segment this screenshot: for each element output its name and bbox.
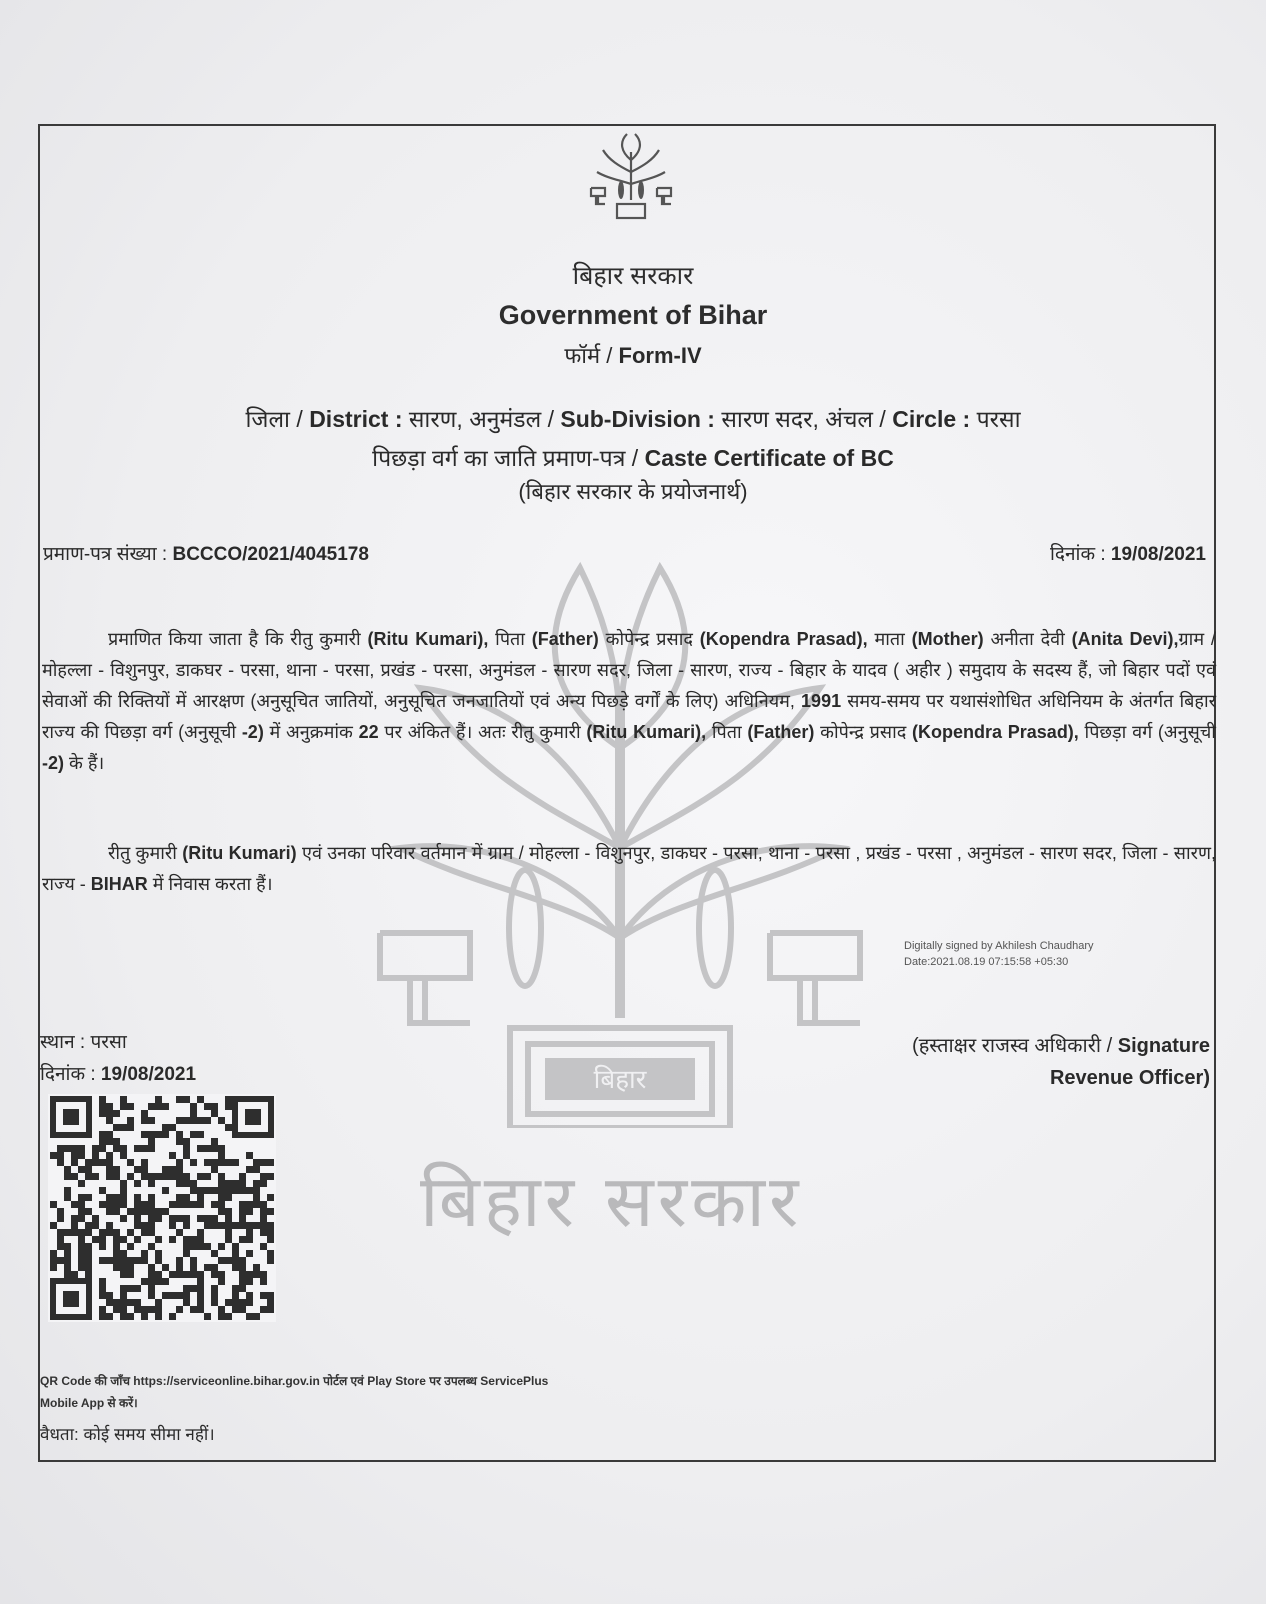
signature-block [912, 1030, 1210, 1094]
issue-date-label: दिनांक : [40, 1064, 96, 1085]
certificate-title-hindi: पिछड़ा वर्ग का जाति प्रमाण-पत्र [372, 445, 626, 471]
form-label-english: Form-IV [618, 343, 702, 368]
cert-no-value: BCCCO/2021/4045178 [172, 544, 369, 565]
signature-english: Signature [1117, 1035, 1210, 1057]
certificate-purpose: (बिहार सरकार के प्रयोजनार्थ) [518, 479, 748, 504]
circle-label: Circle : [892, 406, 971, 432]
issue-date-value: 19/08/2021 [100, 1064, 197, 1085]
header-gov-english: Government of Bihar [498, 300, 768, 330]
district-label: District : [309, 406, 403, 432]
qr-verification-note [40, 1370, 548, 1414]
form-label-hindi: फॉर्म [564, 343, 601, 368]
certificate-number [43, 540, 369, 566]
signature-hindi: (हस्ताक्षर राजस्व अधिकारी / [912, 1035, 1113, 1057]
qr-code[interactable] [48, 1094, 276, 1322]
qr-note-line2: Mobile App से करें। [40, 1396, 138, 1410]
cert-date-label: दिनांक : [1049, 544, 1106, 565]
watermark-text: बिहार सरकार [420, 1159, 803, 1243]
district-label-hindi: जिला [245, 406, 291, 432]
place-value: परसा [90, 1032, 127, 1053]
qr-note-line1: QR Code की जाँच https://serviceonline.bihar.gov.in पोर्टल एवं Play Store पर उपलब्ध ServicePlus [40, 1374, 549, 1388]
digital-signature-stamp [904, 938, 1094, 970]
certificate-title: पिछड़ा वर्ग का जाति प्रमाण-पत्र / Caste Certificate of BC [372, 445, 894, 471]
header-gov-hindi: बिहार सरकार [572, 262, 694, 290]
cert-date-value: 19/08/2021 [1110, 544, 1206, 565]
location-line: जिला / District : सारण, अनुमंडल / Sub-Division : सारण सदर, अंचल / Circle : परसा [245, 406, 1021, 432]
issue-date [40, 1060, 196, 1086]
place-label: स्थान : [40, 1032, 86, 1053]
certificate-paragraph-2: रीतु कुमारी (Ritu Kumari) एवं उनका परिवार वर्तमान में ग्राम / मोहल्ला - विशुनपुर, डाकघर - परसा, थाना - परसा , प्रखंड - परसा , अनुमंडल - सारण सदर, जिला - सारण, राज्य - BIHAR में निवास करता हैं। [42, 843, 1217, 894]
cert-no-label: प्रमाण-पत्र संख्या : [43, 544, 168, 565]
certificate-title-english: Caste Certificate of BC [644, 445, 894, 471]
header-form: फॉर्म / Form-IV [564, 343, 702, 368]
district-value: सारण, अनुमंडल [408, 406, 542, 432]
revenue-officer: Revenue Officer) [1049, 1067, 1210, 1089]
emblem-label: बिहार [593, 1065, 647, 1095]
digital-signature-line2: Date:2021.08.19 07:15:58 +05:30 [904, 956, 1069, 968]
place-of-issue [40, 1028, 127, 1054]
circle-value: परसा [976, 406, 1021, 432]
subdivision-value: सारण सदर, अंचल [721, 406, 874, 432]
certificate-paragraph-1: प्रमाणित किया जाता है कि रीतु कुमारी (Ritu Kumari), पिता (Father) कोपेन्द्र प्रसाद (Kopendra Prasad), माता (Mother) अनीता देवी (Anita Devi),ग्राम / मोहल्ला - विशुनपुर, डाकघर - परसा, थाना - परसा, प्रखंड - परसा, अनुमंडल - सारण सदर, जिला - सारण, राज्य - बिहार के यादव ( अहीर ) समुदाय के सदस्य हैं, जो बिहार पदों एवं सेवाओं की रिक्तियों में आरक्षण (अनुसूचित जातियों, अनुसूचित जनजातियों एवं अन्य पिछड़े वर्गों के लिए) अधिनियम, 1991 समय-समय पर यथासंशोधित अधिनियम के अंतर्गत बिहार राज्य की पिछड़ा वर्ग (अनुसूची -2) में अनुक्रमांक 22 पर अंकित हैं। अतः रीतु कुमारी (Ritu Kumari), पिता (Father) कोपेन्द्र प्रसाद (Kopendra Prasad), पिछड़ा वर्ग (अनुसूची -2) के हैं। [42, 629, 1216, 773]
certificate-date [1050, 540, 1206, 566]
bihar-emblem-icon [583, 130, 679, 226]
subdivision-label: Sub-Division : [560, 406, 715, 432]
digital-signature-line1: Digitally signed by Akhilesh Chaudhary [904, 940, 1094, 952]
validity-note: वैधता: कोई समय सीमा नहीं। [40, 1425, 215, 1444]
